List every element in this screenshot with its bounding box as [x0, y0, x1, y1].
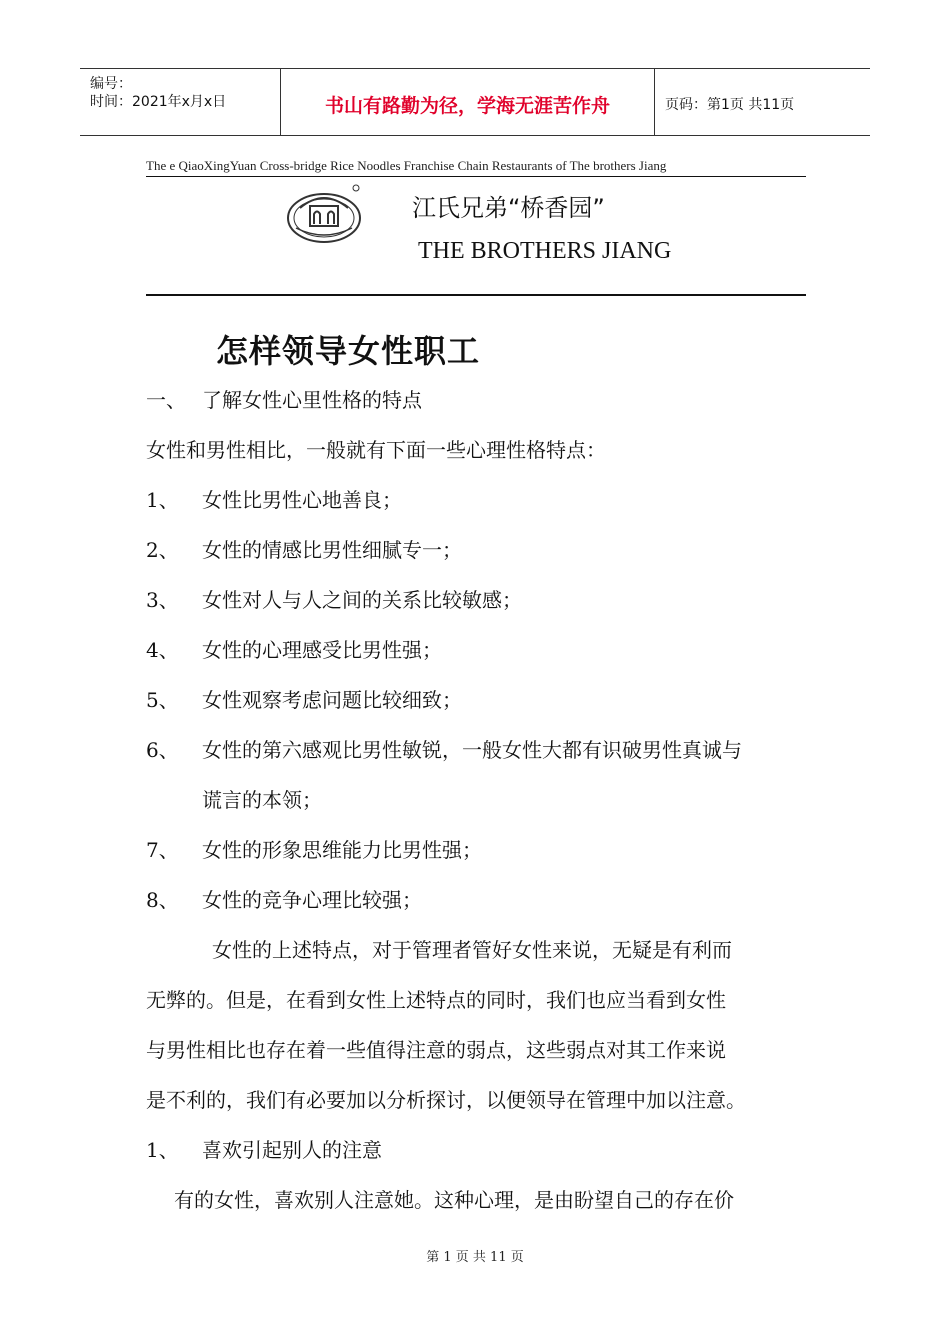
paragraph-line: 是不利的，我们有必要加以分析探讨，以便领导在管理中加以注意。 [146, 1088, 746, 1112]
list-text: 女性的心理感受比男性强； [202, 638, 442, 662]
page-footer: 第 1 页 共 11 页 [426, 1250, 524, 1265]
paragraph-line: 与男性相比也存在着一些值得注意的弱点，这些弱点对其工作来说 [146, 1038, 726, 1062]
list-text: 女性观察考虑问题比较细致； [202, 688, 462, 712]
list-number: 7、 [146, 838, 179, 862]
intro-text: 女性和男性相比，一般就有下面一些心理性格特点： [146, 438, 606, 462]
list-number: 6、 [146, 738, 179, 762]
list-text: 女性比男性心地善良； [202, 488, 402, 512]
list-text-continued: 谎言的本领； [202, 788, 322, 812]
list-text: 女性的第六感观比男性敏锐，一般女性大都有识破男性真诚与 [202, 738, 742, 762]
date-label: 时间：2021年x月x日 [90, 94, 227, 110]
list-number: 5、 [146, 688, 179, 712]
paragraph-line: 女性的上述特点，对于管理者管好女性来说，无疑是有利而 [212, 938, 732, 962]
page-label: 页码：第1页 共11页 [665, 97, 795, 113]
header-info-cell [80, 69, 281, 135]
subsection-number: 1、 [146, 1138, 179, 1162]
list-number: 4、 [146, 638, 179, 662]
page-title: 怎样领导女性职工 [216, 332, 481, 370]
list-number: 8、 [146, 888, 179, 912]
subsection-text: 喜欢引起别人的注意 [202, 1138, 382, 1162]
list-number: 3、 [146, 588, 179, 612]
list-text: 女性的情感比男性细腻专一； [202, 538, 462, 562]
header-page-cell [655, 69, 870, 135]
section-text: 了解女性心里性格的特点 [202, 388, 422, 412]
list-number: 1、 [146, 488, 179, 512]
brand-name-en: THE BROTHERS JIANG [418, 238, 672, 264]
header-table [80, 68, 870, 136]
brand-logo-icon [286, 184, 366, 246]
list-text: 女性的形象思维能力比男性强； [202, 838, 482, 862]
divider-bottom [146, 294, 806, 296]
divider-top [146, 176, 806, 177]
company-line: The e QiaoXingYuan Cross-bridge Rice Noodles Franchise Chain Restaurants of The brothers Jiang [146, 158, 667, 173]
list-text: 女性的竞争心理比较强； [202, 888, 422, 912]
list-text: 女性对人与人之间的关系比较敏感； [202, 588, 522, 612]
motto: 书山有路勤为径，学海无涯苦作舟 [324, 95, 610, 117]
brand-name-cn: 江氏兄弟“桥香园” [412, 194, 605, 222]
section-number: 一、 [146, 388, 186, 412]
list-number: 2、 [146, 538, 179, 562]
paragraph-line: 无弊的。但是，在看到女性上述特点的同时，我们也应当看到女性 [146, 988, 726, 1012]
header-motto-cell [281, 69, 655, 135]
number-label: 编号： [90, 76, 132, 92]
paragraph-line: 有的女性，喜欢别人注意她。这种心理，是由盼望自己的存在价 [174, 1188, 734, 1212]
